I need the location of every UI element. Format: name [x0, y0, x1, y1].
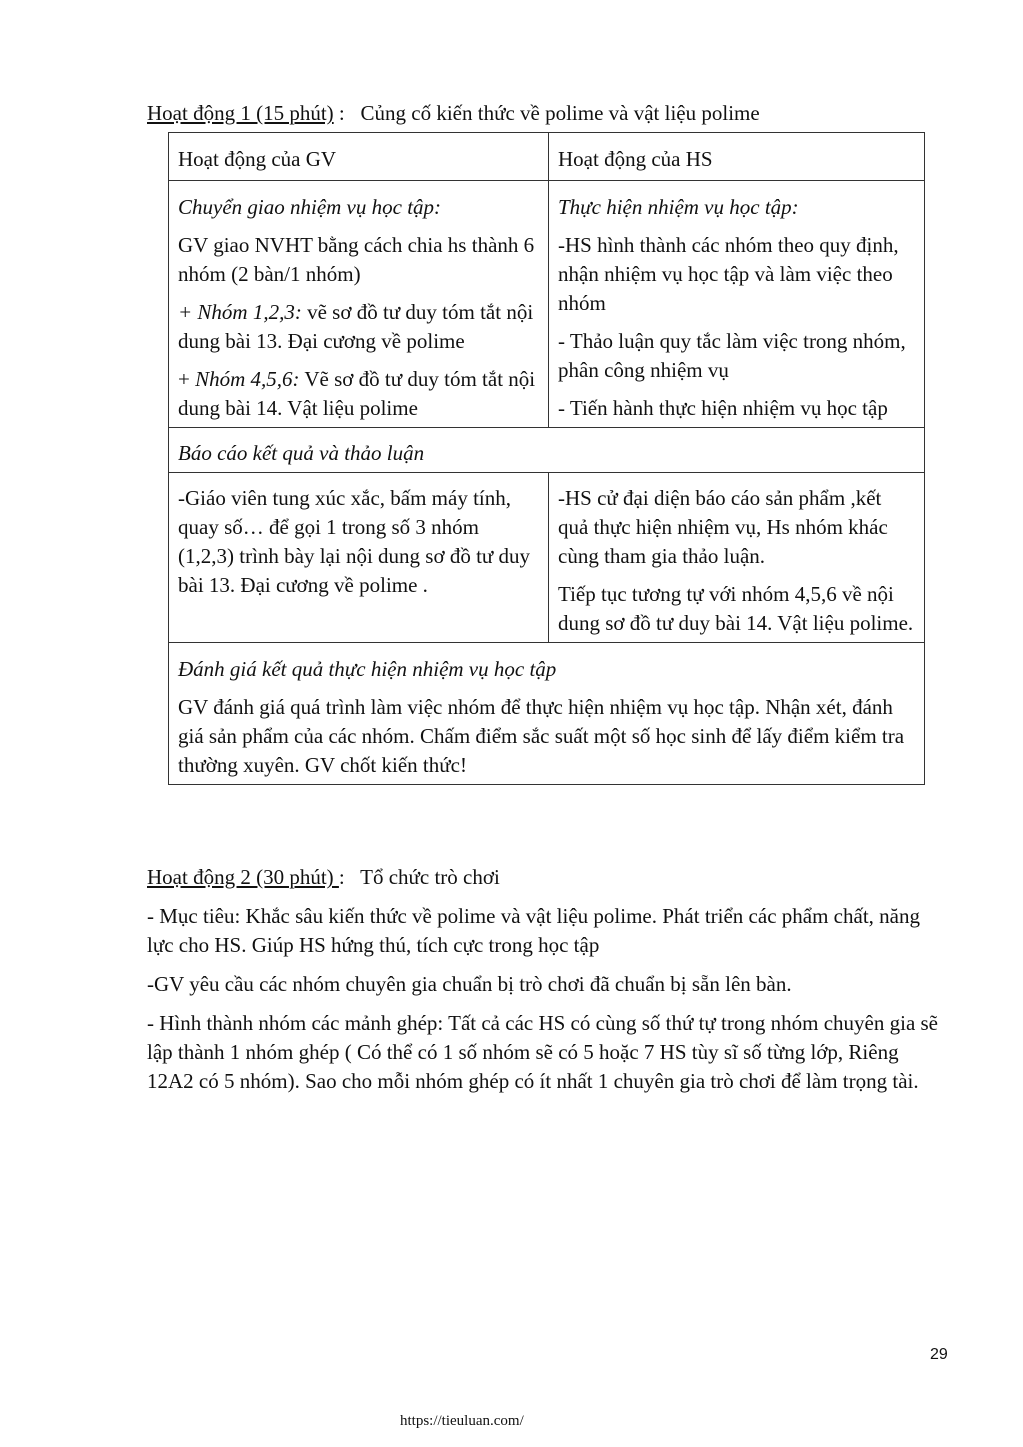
evaluation-cell	[169, 643, 925, 785]
hs-task-title: Thực hiện nhiệm vụ học tập:	[558, 195, 799, 219]
footer-url[interactable]: https://tieuluan.com/	[400, 1413, 524, 1429]
report-hs-text-1: -HS cử đại diện báo cáo sản phẩm ,kết quả thực hiện nhiệm vụ, Hs nhóm khác cùng tham gia thảo luận.	[558, 486, 888, 568]
hs-task-step-3: - Tiến hành thực hiện nhiệm vụ học tập	[558, 396, 888, 420]
activity-1-title: Củng cố kiến thức về polime và vật liệu polime	[360, 101, 760, 125]
table-row-task	[169, 181, 925, 428]
gv-task-group-2-prefix: +	[178, 367, 196, 391]
report-title: Báo cáo kết quả và thảo luận	[169, 428, 925, 473]
gv-task-group-1-text: vẽ sơ đồ tư duy tóm tắt nội dung bài 13. Đại cương về polime	[178, 300, 534, 353]
gv-task-group-2	[178, 365, 540, 423]
gv-task-group-1	[178, 298, 540, 356]
report-hs-text-2: Tiếp tục tương tự với nhóm 4,5,6 về nội dung sơ đồ tư duy bài 14. Vật liệu polime.	[558, 582, 914, 635]
table-row-report-title	[169, 428, 925, 473]
hs-task-step-2: - Thảo luận quy tắc làm việc trong nhóm, phân công nhiệm vụ	[558, 329, 906, 382]
header-gv: Hoạt động của GV	[169, 133, 549, 181]
hs-task-step-1: -HS hình thành các nhóm theo quy định, nhận nhiệm vụ học tập và làm việc theo nhóm	[558, 233, 899, 315]
activity-table	[168, 132, 925, 785]
hs-task-cell	[549, 181, 925, 428]
gv-task-group-2-text: Vẽ sơ đồ tư duy tóm tắt nội dung bài 14. Vật liệu polime	[178, 367, 536, 420]
activity-2-title: Tổ chức trò chơi	[360, 865, 500, 889]
table-row-report	[169, 473, 925, 643]
gv-task-intro: GV giao NVHT bằng cách chia hs thành 6 nhóm (2 bàn/1 nhóm)	[178, 233, 535, 286]
activity-2-separator: :	[338, 865, 361, 889]
table-row-evaluation	[169, 643, 925, 785]
activity-1-heading	[147, 99, 760, 128]
activity-2-label: Hoạt động 2 (30 phút)	[147, 865, 339, 889]
report-gv-cell	[169, 473, 549, 643]
paragraph-objective: - Mục tiêu: Khắc sâu kiến thức về polime và vật liệu polime. Phát triển các phẩm chất, năng lực cho HS. Giúp HS hứng thú, tích cực trong học tập	[147, 904, 920, 957]
gv-task-group-2-label: Nhóm 4,5,6:	[195, 367, 300, 391]
report-hs-cell	[549, 473, 925, 643]
gv-task-group-1-label: + Nhóm 1,2,3:	[178, 300, 302, 324]
activity-1-separator: :	[333, 101, 361, 125]
gv-task-cell	[169, 181, 549, 428]
evaluation-title: Đánh giá kết quả thực hiện nhiệm vụ học tập	[178, 657, 557, 681]
activity-2-heading	[147, 863, 500, 892]
activity-2-body	[147, 902, 947, 1106]
page-number: 29	[930, 1346, 948, 1363]
evaluation-text: GV đánh giá quá trình làm việc nhóm để thực hiện nhiệm vụ học tập. Nhận xét, đánh giá sản phẩm của các nhóm. Chấm điểm sắc suất một số học sinh để lấy điểm kiểm tra thường xuyên. GV chốt kiến thức!	[178, 695, 905, 777]
header-hs: Hoạt động của HS	[549, 133, 925, 181]
report-gv-text: -Giáo viên tung xúc xắc, bấm máy tính, quay số… để gọi 1 trong số 3 nhóm (1,2,3) trình bày lại nội dung sơ đồ tư duy bài 13. Đại cương về polime .	[178, 486, 531, 597]
table-header-row	[169, 133, 925, 181]
activity-1-label: Hoạt động 1 (15 phút)	[147, 101, 334, 125]
paragraph-gv-request: -GV yêu cầu các nhóm chuyên gia chuẩn bị trò chơi đã chuẩn bị sẵn lên bàn.	[147, 972, 792, 996]
gv-task-title: Chuyển giao nhiệm vụ học tập:	[178, 195, 442, 219]
paragraph-group-formation: - Hình thành nhóm các mảnh ghép: Tất cả các HS có cùng số thứ tự trong nhóm chuyên gia sẽ lập thành 1 nhóm ghép ( Có thể có 1 số nhóm sẽ có 5 hoặc 7 HS tùy sĩ số từng lớp, Riêng 12A2 có 5 nhóm). Sao cho mỗi nhóm ghép có ít nhất 1 chuyên gia trò chơi để làm trọng tài.	[147, 1011, 939, 1093]
